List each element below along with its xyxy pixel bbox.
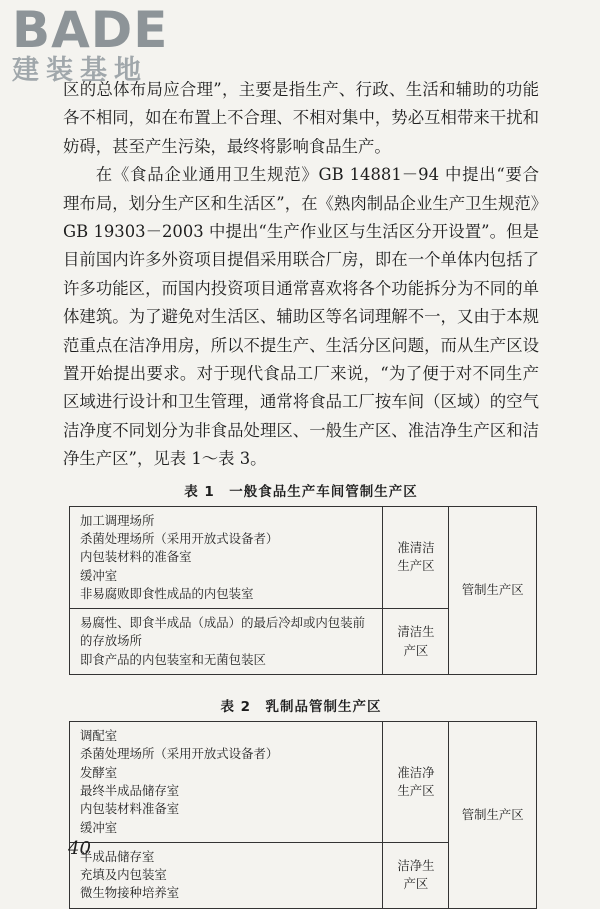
table-2-zone-2 [383, 842, 449, 908]
list-item: 微生物接种培养室 [80, 885, 180, 901]
list-item: 发酵室 [80, 764, 118, 780]
table-2 [69, 721, 537, 909]
list-item: 充填及内包装室 [80, 867, 167, 883]
zone-label-line: 生产区 [397, 558, 435, 574]
zone-label-line: 产区 [403, 876, 429, 892]
zone-label-line: 生产区 [397, 782, 435, 798]
table-row [70, 506, 537, 608]
list-item: 非易腐败即食性成品的内包装室 [80, 585, 254, 601]
table-row [70, 722, 537, 843]
list-item: 即食产品的内包装室和无菌包装区 [80, 651, 266, 667]
list-item: 加工调理场所 [80, 512, 155, 528]
table-2-items-group-2 [70, 842, 383, 908]
table-2-category: 管制生产区 [449, 722, 537, 909]
zone-label-line: 清洁生 [397, 624, 435, 640]
list-item: 最终半成品储存室 [80, 782, 180, 798]
table-1-category: 管制生产区 [449, 506, 537, 674]
table-1-caption: 表 1 一般食品生产车间管制生产区 [184, 483, 418, 500]
site-logo [12, 1, 182, 86]
logo-subtitle: 建装基地 [12, 55, 148, 86]
page-number: 40 [68, 838, 91, 859]
table-1-zone-2 [383, 609, 449, 675]
table-1-items-group-2 [70, 609, 383, 675]
table-2-caption: 表 2 乳制品管制生产区 [220, 699, 382, 716]
zone-label-line: 产区 [403, 642, 429, 658]
zone-label-line: 洁净生 [397, 857, 435, 873]
paragraph-2: 在《食品企业通用卫生规范》GB 14881－94 中提出“要合理布局，划分生产区和生活区”，在《熟肉制品企业生产卫生规范》GB 19303－2003 中提出“生产作业区与生活区分开设置”。但是目前国内许多外资项目提倡采用联合厂房，即在一个单体内包括了许多功能区，而国内投资项目通常喜欢将各个功能拆分为不同的单体建筑。为了避免对生活区、辅助区等名词理解不一，又由于本规范重点在洁净用房，所以不提生产、生活分区问题，而从生产区设置开始提出要求。对于现代食品工厂来说，“为了便于对不同生产区域进行设计和卫生管理，通常将食品工厂按车间（区域）的空气洁净度不同划分为非食品处理区、一般生产区、准洁净生产区和洁净生产区”，见表 1～表 3。 [63, 165, 539, 469]
table-2-items-group-1 [70, 722, 383, 843]
list-item: 易腐性、即食半成品（成品）的最后冷却或内包装前的存放场所 [80, 615, 365, 649]
zone-label-line: 准洁净 [397, 764, 435, 780]
list-item: 半成品储存室 [80, 848, 155, 864]
list-item: 缓冲室 [80, 819, 118, 835]
page-content [63, 76, 539, 909]
list-item: 缓冲室 [80, 567, 118, 583]
zone-label-line: 准清洁 [397, 540, 435, 556]
list-item: 调配室 [80, 728, 118, 744]
list-item: 内包装材料的准备室 [80, 549, 192, 565]
table-1-items-group-1 [70, 506, 383, 608]
table-1 [69, 506, 537, 675]
table-1-zone-1 [383, 506, 449, 608]
table-2-zone-1 [383, 722, 449, 843]
list-item: 内包装材料准备室 [80, 801, 180, 817]
paragraph-1: 区的总体布局应合理”，主要是指生产、行政、生活和辅助的功能各不相同，如在布置上不合理、不相对集中，势必互相带来干扰和妨碍，甚至产生污染，最终将影响食品生产。 [63, 80, 539, 156]
list-item: 杀菌处理场所（采用开放式设备者） [80, 746, 279, 762]
logo-wordmark: BADE [12, 1, 169, 59]
list-item: 杀菌处理场所（采用开放式设备者） [80, 530, 279, 546]
